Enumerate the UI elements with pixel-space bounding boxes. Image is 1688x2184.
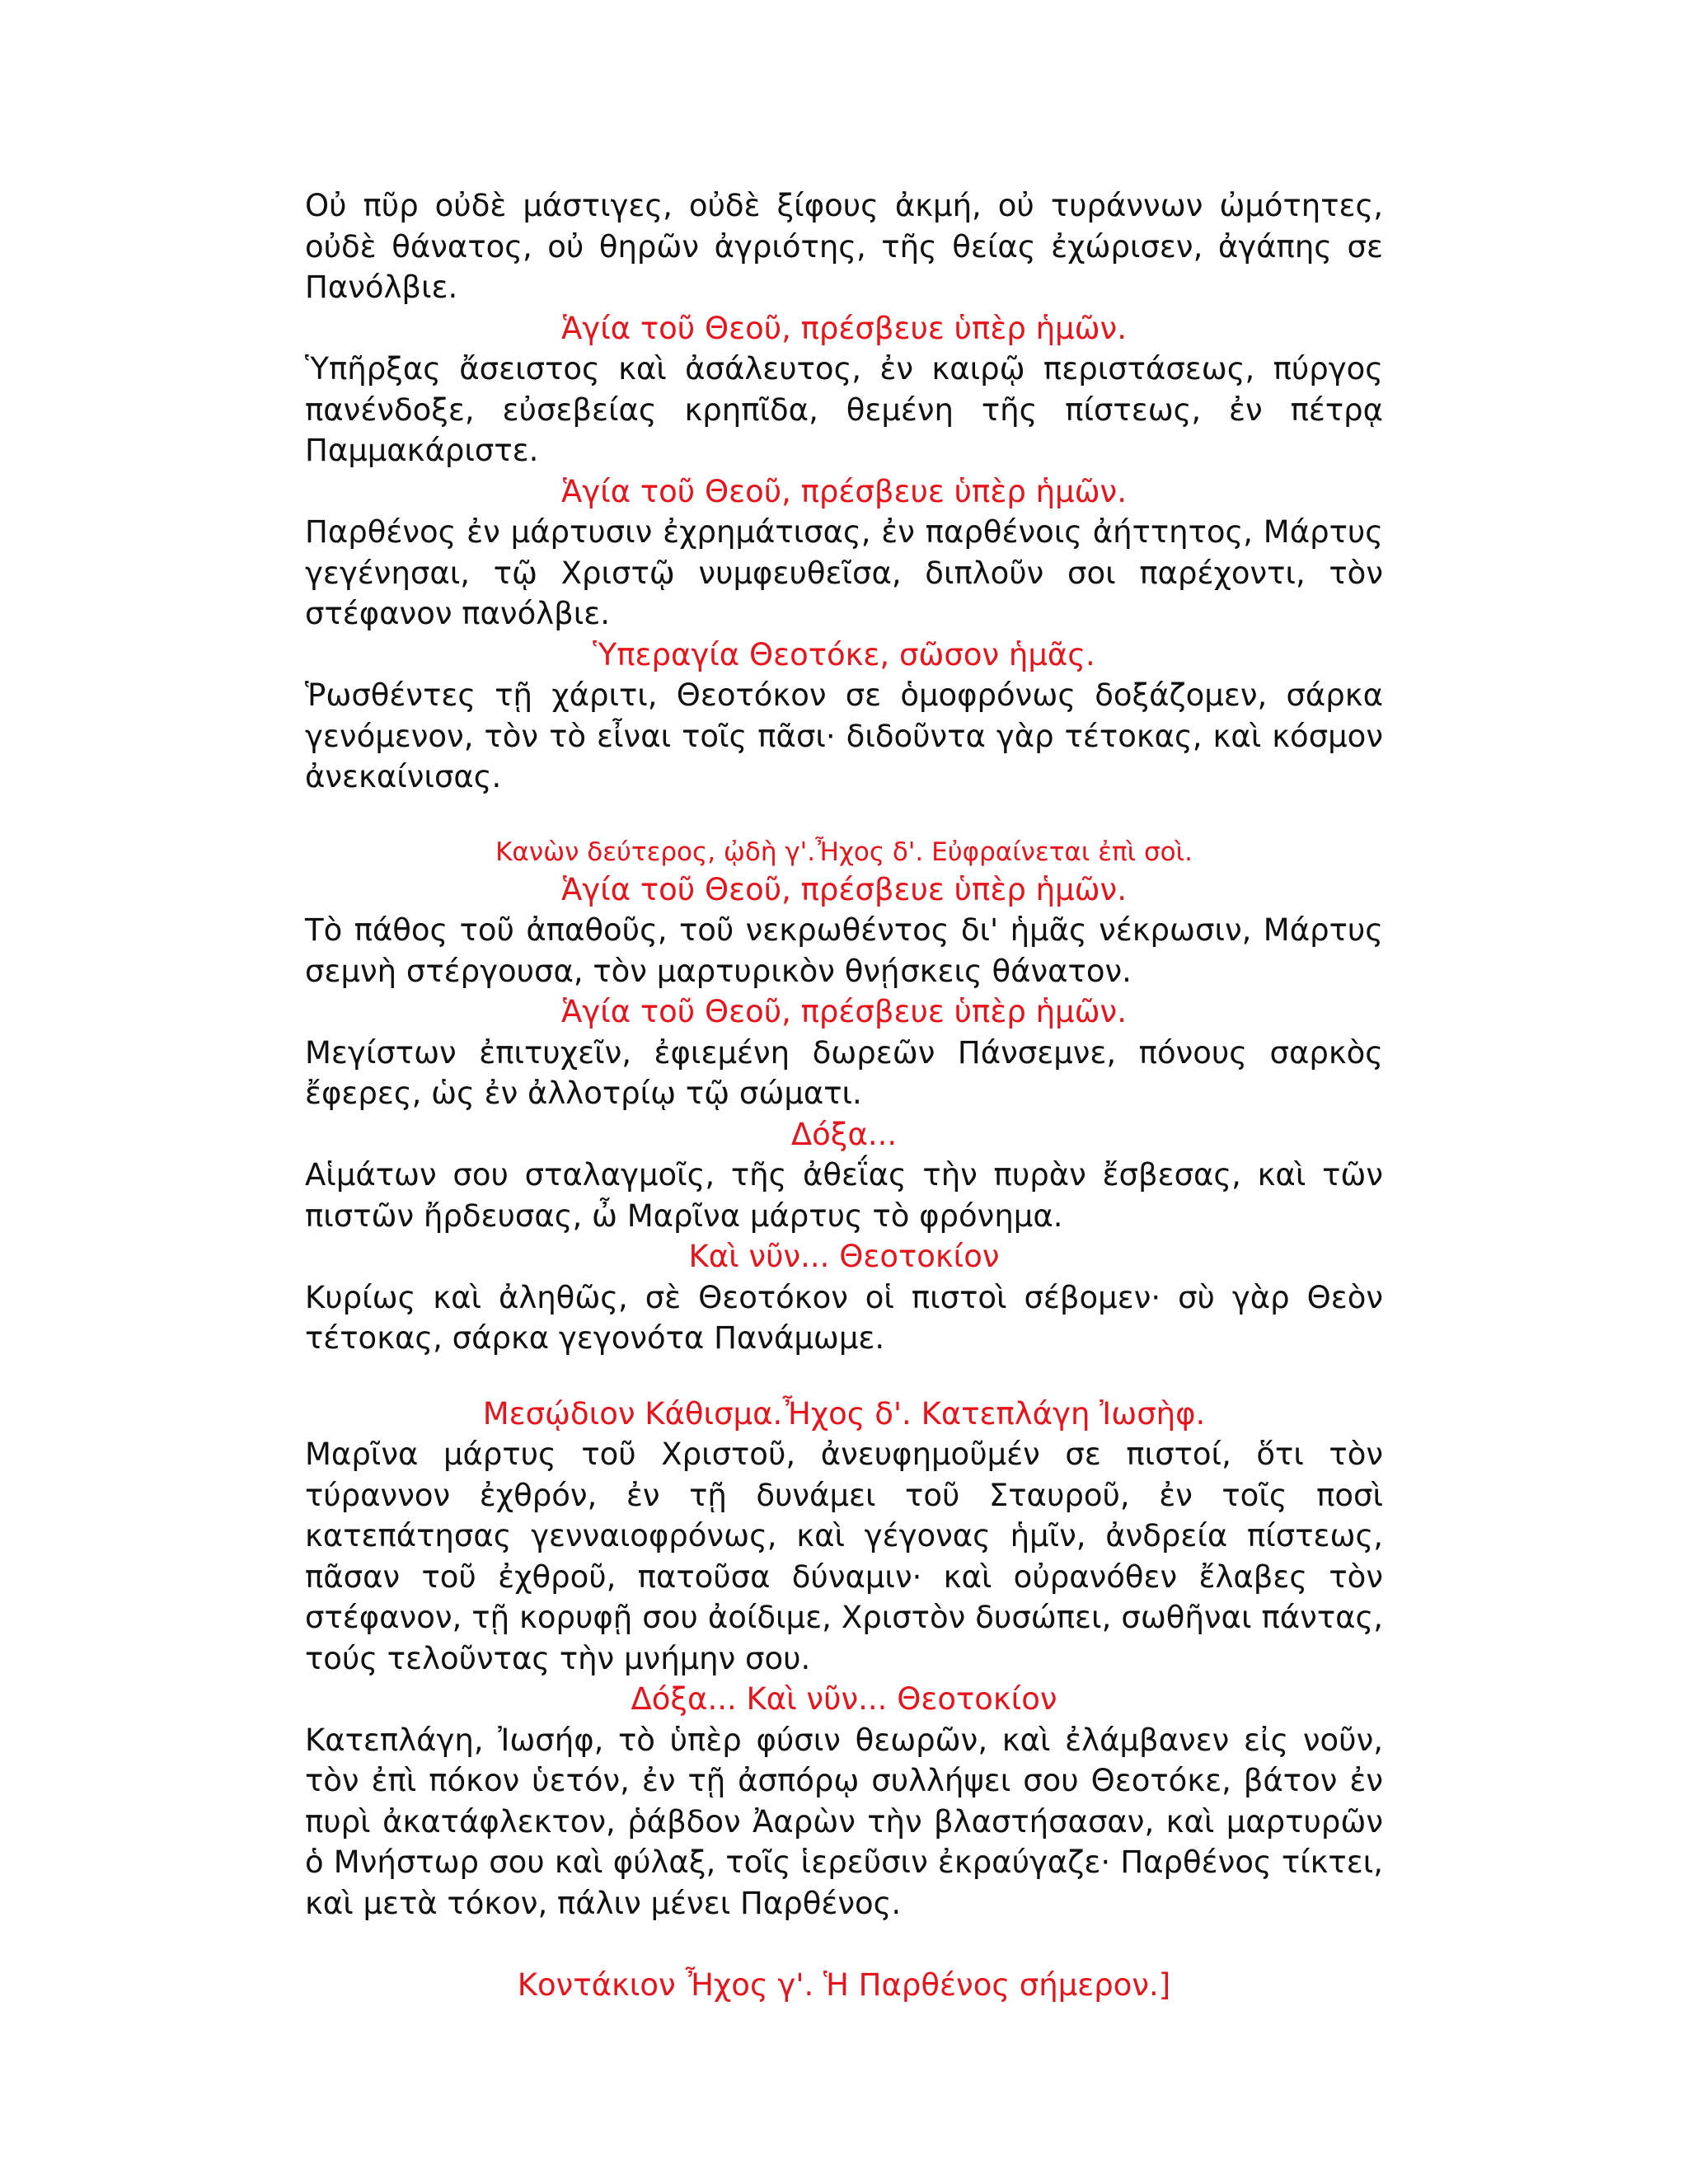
document-page	[305, 185, 1383, 2006]
refrain-rubric: Ὑπεραγία Θεοτόκε, σῶσον ἡμᾶς.	[593, 636, 1095, 673]
section-spacer	[305, 1924, 1383, 1965]
troparion-text: Οὐ πῦρ οὐδὲ μάστιγες, οὐδὲ ξίφους ἀκμή, οὐ τυράννων ὠμότητες, οὐδὲ θάνατος, οὐ θηρῶν ἀγριότης, τῆς θείας ἐχώρισεν, ἀγάπης σε Πανόλβιε.	[305, 188, 1383, 305]
section-spacer	[305, 798, 1383, 835]
kontakion-heading: Κοντάκιον Ἦχος γ'. Ἡ Παρθένος σήμερον.]	[517, 1967, 1171, 2003]
refrain-rubric: Ἁγία τοῦ Θεοῦ, πρέσβευε ὑπὲρ ἡμῶν.	[561, 473, 1127, 509]
troparion-text: Ὑπῆρξας ἄσειστος καὶ ἀσάλευτος, ἐν καιρῷ περιστάσεως, πύργος πανένδοξε, εὐσεβείας κρηπῖδα, θεμένη τῆς πίστεως, ἐν πέτρᾳ Παμμακάριστε.	[305, 351, 1383, 468]
canon-heading: Κανὼν δεύτερος, ᾠδὴ γ'.Ἦχος δ'. Εὐφραίνεται ἐπὶ σοὶ.	[495, 837, 1193, 867]
theotokion-text: Κατεπλάγη, Ἰωσήφ, τὸ ὑπὲρ φύσιν θεωρῶν, καὶ ἐλάμβανεν εἰς νοῦν, τὸν ἐπὶ πόκον ὑετόν, ἐν τῇ ἀσπόρῳ συλλήψει σου Θεοτόκε, βάτον ἐν πυρὶ ἀκατάφλεκτον, ῥάβδον Ἀαρὼν τὴν βλαστήσασαν, καὶ μαρτυρῶν ὁ Μνήστωρ σου καὶ φύλαξ, τοῖς ἱερεῦσιν ἐκραύγαζε· Παρθένος τίκτει, καὶ μετὰ τόκον, πάλιν μένει Παρθένος.	[305, 1722, 1383, 1921]
glory-rubric: Δόξα...	[790, 1116, 898, 1152]
refrain-rubric: Ἁγία τοῦ Θεοῦ, πρέσβευε ὑπὲρ ἡμῶν.	[561, 310, 1127, 346]
theotokion-text: Κυρίως καὶ ἀληθῶς, σὲ Θεοτόκον οἱ πιστοὶ σέβομεν· σὺ γὰρ Θεὸν τέτοκας, σάρκα γεγονότα Πανάμωμε.	[305, 1279, 1383, 1356]
troparion-text: Αἱμάτων σου σταλαγμοῖς, τῆς ἀθεΐας τὴν πυρὰν ἔσβεσας, καὶ τῶν πιστῶν ἤρδευσας, ὦ Μαρῖνα μάρτυς τὸ φρόνημα.	[305, 1157, 1383, 1234]
kathisma-text: Μαρῖνα μάρτυς τοῦ Χριστοῦ, ἀνευφημοῦμέν σε πιστοί, ὅτι τὸν τύραννον ἐχθρόν, ἐν τῇ δυνάμει τοῦ Σταυροῦ, ἐν τοῖς ποσὶ κατεπάτησας γενναιοφρόνως, καὶ γέγονας ἡμῖν, ἀνδρεία πίστεως, πᾶσαν τοῦ ἐχθροῦ, πατοῦσα δύναμιν· καὶ οὐρανόθεν ἔλαβες τὸν στέφανον, τῇ κορυφῇ σου ἀοίδιμε, Χριστὸν δυσώπει, σωθῆναι πάντας, τούς τελοῦντας τὴν μνήμην σου.	[305, 1436, 1383, 1676]
glory-theotokion-rubric: Δόξα... Καὶ νῦν... Θεοτοκίον	[631, 1681, 1057, 1717]
theotokion-rubric: Καὶ νῦν... Θεοτοκίον	[688, 1239, 1000, 1274]
troparion-text: Παρθένος ἐν μάρτυσιν ἐχρημάτισας, ἐν παρθένοις ἀήττητος, Μάρτυς γεγένησαι, τῷ Χριστῷ νυμφευθεῖσα, διπλοῦν σοι παρέχοντι, τὸν στέφανον πανόλβιε.	[305, 514, 1383, 631]
kathisma-heading: Μεσῴδιον Κάθισμα.Ἦχος δ'. Κατεπλάγη Ἰωσὴφ.	[482, 1395, 1206, 1432]
troparion-text: Μεγίστων ἐπιτυχεῖν, ἐφιεμένη δωρεῶν Πάνσεμνε, πόνους σαρκὸς ἔφερες, ὡς ἐν ἀλλοτρίῳ τῷ σώματι.	[305, 1034, 1383, 1111]
section-spacer	[305, 1359, 1383, 1394]
troparion-text: Τὸ πάθος τοῦ ἀπαθοῦς, τοῦ νεκρωθέντος δι' ἡμᾶς νέκρωσιν, Μάρτυς σεμνὴ στέργουσα, τὸν μαρτυρικὸν θνῄσκεις θάνατον.	[305, 912, 1383, 989]
refrain-rubric: Ἁγία τοῦ Θεοῦ, πρέσβευε ὑπὲρ ἡμῶν.	[561, 871, 1127, 907]
theotokion-text: Ῥωσθέντες τῇ χάριτι, Θεοτόκον σε ὁμοφρόνως δοξάζομεν, σάρκα γενόμενον, τὸν τὸ εἶναι τοῖς πᾶσι· διδοῦντα γὰρ τέτοκας, καὶ κόσμον ἀνεκαίνισας.	[305, 677, 1383, 794]
refrain-rubric: Ἁγία τοῦ Θεοῦ, πρέσβευε ὑπὲρ ἡμῶν.	[561, 994, 1127, 1029]
